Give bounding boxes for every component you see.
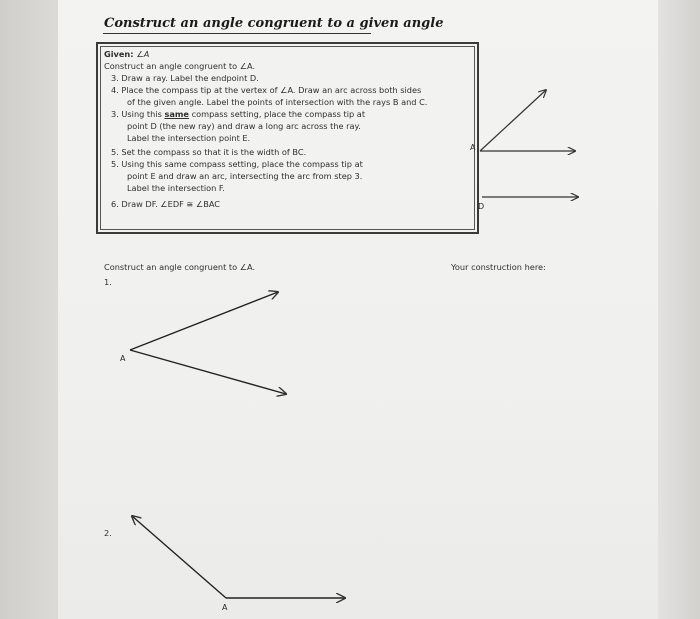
step-same-setting-cont2: Label the intersection point E. xyxy=(127,133,251,143)
problem-2-vertex-label: A xyxy=(222,603,228,612)
step-arc-e: 5. Using this same compass setting, place the compass tip at xyxy=(111,159,363,169)
exercise-instruction: Construct an angle congruent to ∠A. xyxy=(104,262,256,272)
step-draw-ray: 3. Draw a ray. Label the endpoint D. xyxy=(111,73,259,83)
step-place-compass-cont: of the given angle. Label the points of intersection with the rays B and C. xyxy=(127,97,428,107)
problem-1-angle xyxy=(130,292,286,394)
step-same-setting-b: compass setting, place the compass tip at xyxy=(191,109,366,119)
step-same-emphasis: same xyxy=(164,109,189,119)
problem-2-angle xyxy=(132,516,345,598)
step-same-setting-a: 3. Using this xyxy=(111,109,162,119)
step-draw-df: 6. Draw DF. ∠EDF ≅ ∠BAC xyxy=(111,199,221,209)
problem-1-ray-upper xyxy=(130,292,278,350)
worksheet-title: Construct an angle congruent to a given angle xyxy=(104,16,444,31)
problem-1-vertex-label: A xyxy=(120,354,126,363)
step-arc-e-cont1: point E and draw an arc, intersecting the arc from step 3. xyxy=(127,171,363,181)
step-arc-e-cont2: Label the intersection F. xyxy=(127,183,225,193)
problem-2-ray-upper xyxy=(132,516,226,598)
problem-1-number: 1. xyxy=(104,277,112,287)
problem-2-number: 2. xyxy=(104,528,112,538)
step-place-compass: 4. Place the compass tip at the vertex of ∠A. Draw an arc across both sides xyxy=(111,85,422,95)
example-point-d-label: D xyxy=(478,202,485,211)
example-angle-ray-upper xyxy=(480,90,546,151)
construction-area-label: Your construction here: xyxy=(451,262,546,272)
given-intro: Construct an angle congruent to ∠A. xyxy=(104,61,256,71)
example-vertex-a-label: A xyxy=(470,143,476,152)
step-set-width: 5. Set the compass so that it is the width of BC. xyxy=(111,147,307,157)
given-value: ∠A xyxy=(136,49,150,59)
step-same-setting-cont1: point D (the new ray) and draw a long arc across the ray. xyxy=(127,121,361,131)
given-label: Given: xyxy=(104,49,134,59)
example-angle xyxy=(480,90,575,151)
problem-1-ray-lower xyxy=(130,350,286,394)
